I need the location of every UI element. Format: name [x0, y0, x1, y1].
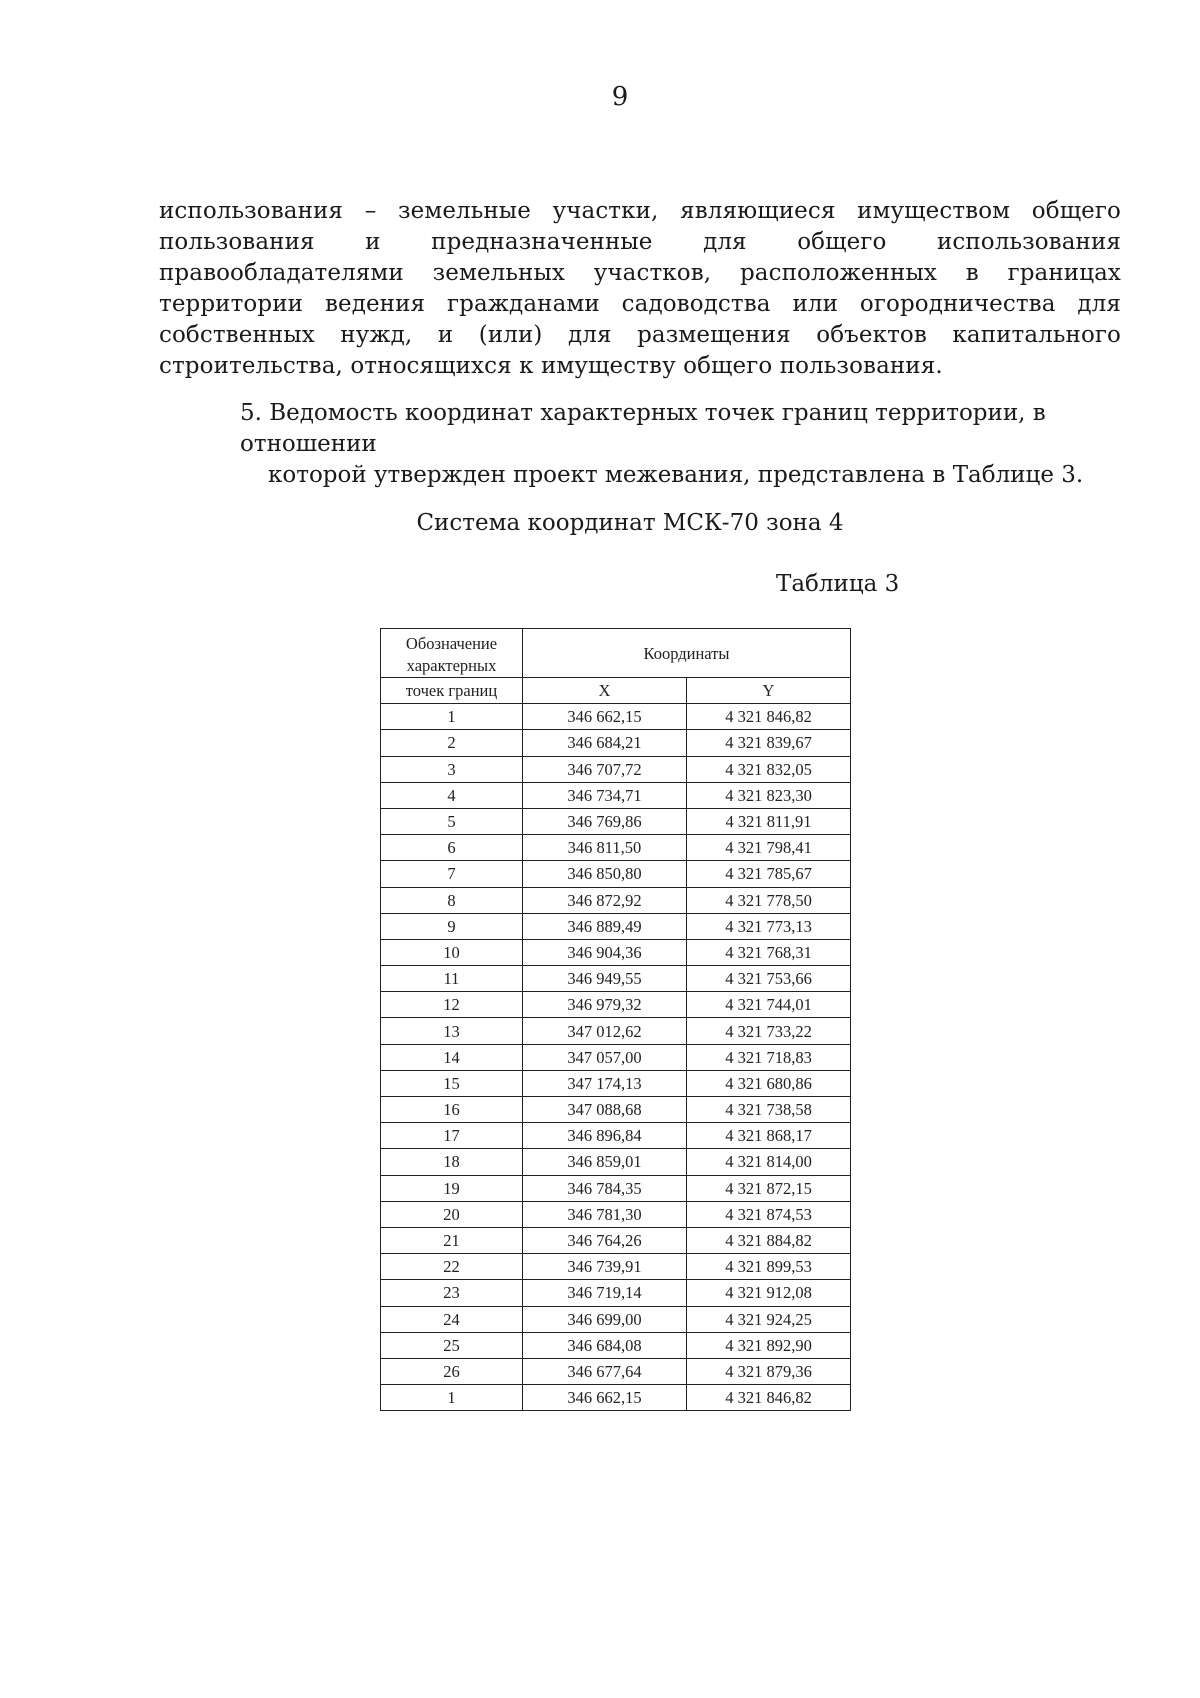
point-cell: 20	[381, 1201, 523, 1227]
point-cell: 22	[381, 1254, 523, 1280]
point-cell: 13	[381, 1018, 523, 1044]
table-row	[381, 1201, 851, 1227]
table-row	[381, 1044, 851, 1070]
table-row	[381, 1306, 851, 1332]
y-cell: 4 321 846,82	[687, 1385, 851, 1411]
point-cell: 24	[381, 1306, 523, 1332]
header-x: X	[523, 678, 687, 704]
point-cell: 19	[381, 1175, 523, 1201]
y-cell: 4 321 778,50	[687, 887, 851, 913]
point-cell: 3	[381, 756, 523, 782]
x-cell: 346 684,21	[523, 730, 687, 756]
y-cell: 4 321 839,67	[687, 730, 851, 756]
point-cell: 23	[381, 1280, 523, 1306]
header-y: Y	[687, 678, 851, 704]
y-cell: 4 321 868,17	[687, 1123, 851, 1149]
x-cell: 347 088,68	[523, 1097, 687, 1123]
y-cell: 4 321 872,15	[687, 1175, 851, 1201]
table-row	[381, 704, 851, 730]
table-row	[381, 808, 851, 834]
table-row	[381, 835, 851, 861]
x-cell: 346 850,80	[523, 861, 687, 887]
table-row	[381, 730, 851, 756]
y-cell: 4 321 733,22	[687, 1018, 851, 1044]
table-label: Таблица 3	[776, 571, 900, 597]
header-point-name-cont: точек границ	[381, 678, 523, 704]
y-cell: 4 321 846,82	[687, 704, 851, 730]
point-cell: 4	[381, 782, 523, 808]
point-cell: 15	[381, 1070, 523, 1096]
x-cell: 346 872,92	[523, 887, 687, 913]
point-cell: 18	[381, 1149, 523, 1175]
x-cell: 346 859,01	[523, 1149, 687, 1175]
table-row	[381, 1123, 851, 1149]
point-cell: 1	[381, 704, 523, 730]
table-row	[381, 1070, 851, 1096]
x-cell: 346 719,14	[523, 1280, 687, 1306]
point-cell: 16	[381, 1097, 523, 1123]
x-cell: 346 896,84	[523, 1123, 687, 1149]
y-cell: 4 321 768,31	[687, 939, 851, 965]
point-cell: 8	[381, 887, 523, 913]
table-row	[381, 1175, 851, 1201]
y-cell: 4 321 773,13	[687, 913, 851, 939]
point-cell: 9	[381, 913, 523, 939]
y-cell: 4 321 785,67	[687, 861, 851, 887]
x-cell: 346 781,30	[523, 1201, 687, 1227]
y-cell: 4 321 798,41	[687, 835, 851, 861]
table-row	[381, 939, 851, 965]
y-cell: 4 321 744,01	[687, 992, 851, 1018]
point-cell: 2	[381, 730, 523, 756]
point-cell: 12	[381, 992, 523, 1018]
point-cell: 14	[381, 1044, 523, 1070]
x-cell: 346 889,49	[523, 913, 687, 939]
x-cell: 346 707,72	[523, 756, 687, 782]
table-row	[381, 1254, 851, 1280]
x-cell: 346 734,71	[523, 782, 687, 808]
coordinates-table	[380, 628, 851, 1411]
y-cell: 4 321 879,36	[687, 1358, 851, 1384]
coordinate-system-caption: Система координат МСК-70 зона 4	[416, 510, 844, 536]
x-cell: 346 764,26	[523, 1227, 687, 1253]
x-cell: 346 949,55	[523, 966, 687, 992]
y-cell: 4 321 738,58	[687, 1097, 851, 1123]
y-cell: 4 321 832,05	[687, 756, 851, 782]
point-cell: 11	[381, 966, 523, 992]
y-cell: 4 321 912,08	[687, 1280, 851, 1306]
x-cell: 346 699,00	[523, 1306, 687, 1332]
point-cell: 7	[381, 861, 523, 887]
point-cell: 6	[381, 835, 523, 861]
table-row	[381, 1385, 851, 1411]
x-cell: 346 769,86	[523, 808, 687, 834]
point-cell: 10	[381, 939, 523, 965]
x-cell: 347 174,13	[523, 1070, 687, 1096]
x-cell: 346 904,36	[523, 939, 687, 965]
y-cell: 4 321 892,90	[687, 1332, 851, 1358]
x-cell: 346 684,08	[523, 1332, 687, 1358]
table-row	[381, 1358, 851, 1384]
numbered-item-5	[240, 398, 1120, 491]
point-cell: 5	[381, 808, 523, 834]
point-cell: 1	[381, 1385, 523, 1411]
x-cell: 346 739,91	[523, 1254, 687, 1280]
item-5-line-1: 5. Ведомость координат характерных точек границ территории, в отношении	[240, 400, 1046, 457]
table-row	[381, 1149, 851, 1175]
table-row	[381, 966, 851, 992]
point-cell: 25	[381, 1332, 523, 1358]
table-row	[381, 1332, 851, 1358]
table-row	[381, 992, 851, 1018]
table-row	[381, 756, 851, 782]
x-cell: 346 811,50	[523, 835, 687, 861]
x-cell: 346 784,35	[523, 1175, 687, 1201]
body-paragraph: использования – земельные участки, являющиеся имуществом общего пользования и предназначенные для общего использования правообладателями земельных участков, расположенных в границах территории ведения гражданами садоводства или огородничества для собственных нужд, и (или) для размещения объектов капитального строительства, относящихся к имуществу общего пользования.	[159, 198, 1121, 379]
header-coordinates: Координаты	[523, 629, 851, 678]
table-row	[381, 782, 851, 808]
point-cell: 26	[381, 1358, 523, 1384]
table-row	[381, 1280, 851, 1306]
y-cell: 4 321 924,25	[687, 1306, 851, 1332]
y-cell: 4 321 753,66	[687, 966, 851, 992]
y-cell: 4 321 718,83	[687, 1044, 851, 1070]
item-5-line-2: которой утвержден проект межевания, представлена в Таблице 3.	[268, 462, 1084, 488]
x-cell: 347 057,00	[523, 1044, 687, 1070]
y-cell: 4 321 814,00	[687, 1149, 851, 1175]
table-row	[381, 887, 851, 913]
table-row	[381, 861, 851, 887]
y-cell: 4 321 884,82	[687, 1227, 851, 1253]
y-cell: 4 321 899,53	[687, 1254, 851, 1280]
x-cell: 347 012,62	[523, 1018, 687, 1044]
x-cell: 346 677,64	[523, 1358, 687, 1384]
y-cell: 4 321 680,86	[687, 1070, 851, 1096]
table-row	[381, 1227, 851, 1253]
point-cell: 21	[381, 1227, 523, 1253]
header-point-name: Обозначение характерных	[381, 629, 523, 678]
x-cell: 346 979,32	[523, 992, 687, 1018]
table-row	[381, 1097, 851, 1123]
table-row	[381, 913, 851, 939]
point-cell: 17	[381, 1123, 523, 1149]
table-body	[381, 704, 851, 1411]
table-row	[381, 1018, 851, 1044]
y-cell: 4 321 823,30	[687, 782, 851, 808]
x-cell: 346 662,15	[523, 1385, 687, 1411]
y-cell: 4 321 874,53	[687, 1201, 851, 1227]
x-cell: 346 662,15	[523, 704, 687, 730]
page-number: 9	[611, 82, 629, 112]
y-cell: 4 321 811,91	[687, 808, 851, 834]
